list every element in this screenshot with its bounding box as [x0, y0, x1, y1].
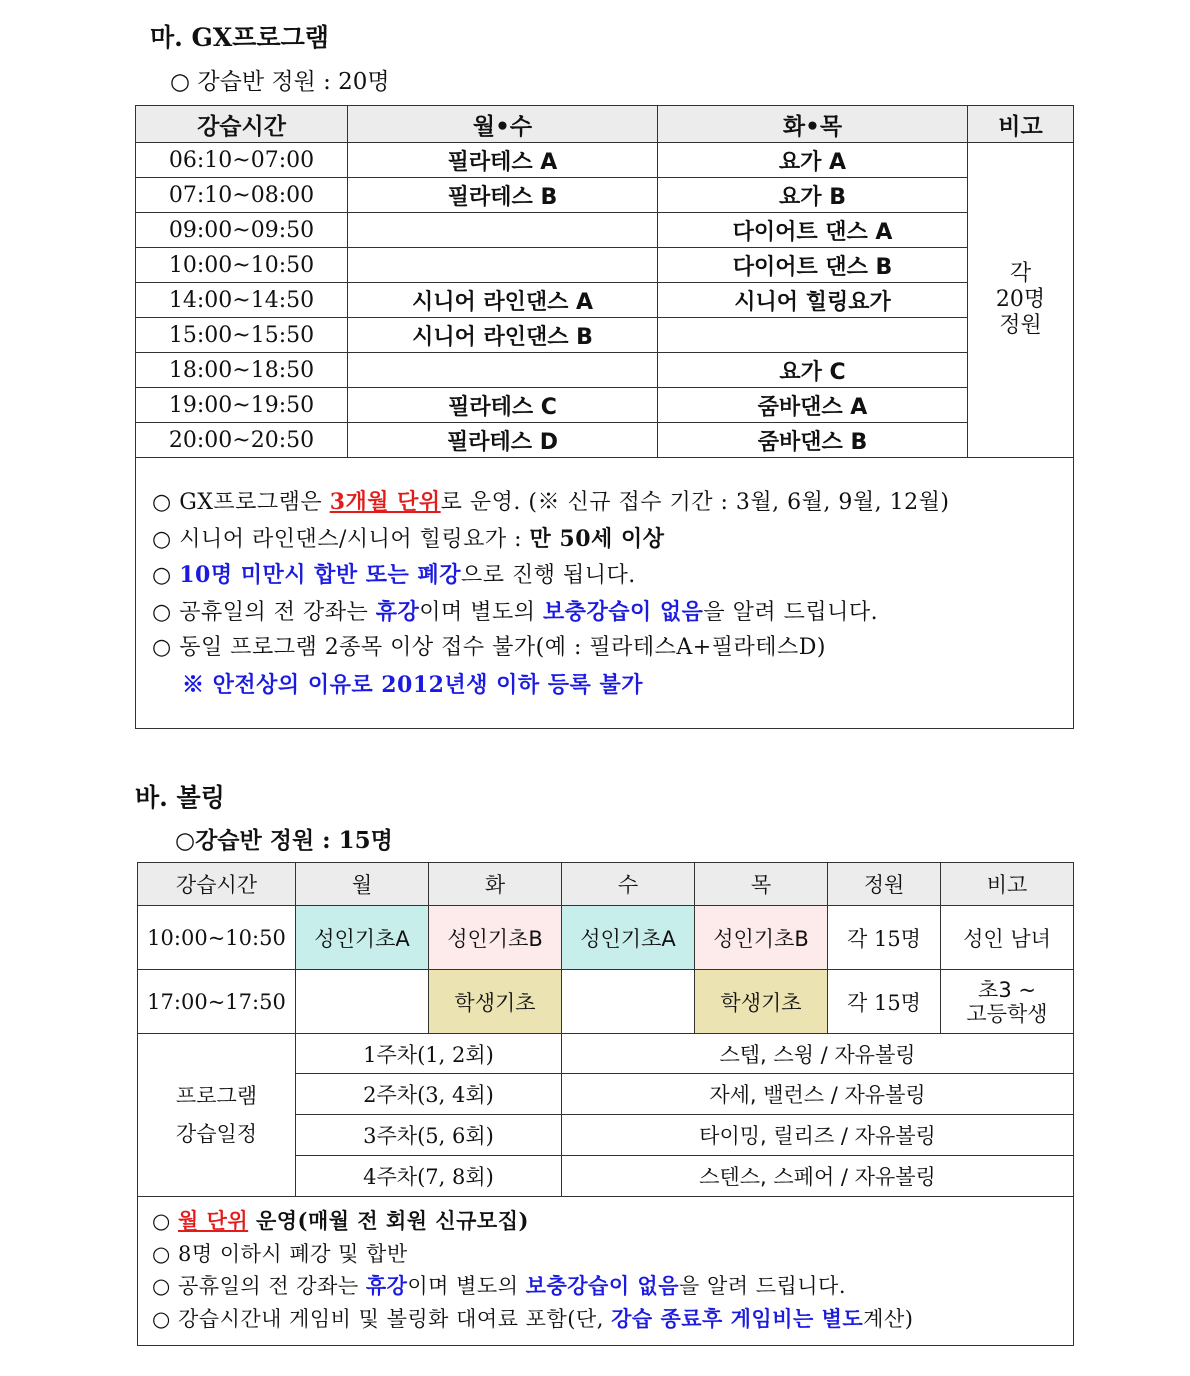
gx-remark-line: 정원 [999, 313, 1042, 338]
note-bold: 만 50세 이상 [529, 525, 665, 552]
note-text: 을 알려 드립니다. [678, 1274, 847, 1298]
bowling-week-content: 자세, 밸런스 / 자유볼링 [562, 1074, 1074, 1115]
bowling-header-tue: 화 [429, 863, 562, 906]
bowling-header-wed: 수 [562, 863, 695, 906]
gx-note [152, 594, 1073, 631]
bowling-capacity: ○강습반 정원 : 15명 [175, 827, 393, 854]
gx-mon-wed-class: 필라테스 C [348, 388, 658, 423]
gx-tue-thu-class: 요가 A [658, 143, 968, 178]
table-row [138, 1034, 1074, 1074]
table-row [136, 283, 1074, 318]
table-row [136, 388, 1074, 423]
gx-note [152, 521, 1073, 558]
gx-time: 07:10~08:00 [136, 178, 348, 213]
gx-time: 10:00~10:50 [136, 248, 348, 283]
note-text: 로 운영. (※ 신규 접수 기간 : 3월, 6월, 9월, 12월) [440, 490, 950, 515]
note-text: ○ [152, 563, 180, 588]
bowling-heading: 바. 볼링 [135, 783, 225, 812]
bowling-header-time: 강습시간 [138, 863, 296, 906]
bowling-week-content: 스텐스, 스페어 / 자유볼링 [562, 1156, 1074, 1197]
bowling-notes-row [138, 1197, 1074, 1346]
bowling-capacity-cell: 각 15명 [828, 970, 941, 1034]
gx-remark-line: 20명 [995, 287, 1046, 312]
bowling-note [152, 1205, 1073, 1238]
gx-header-tue-thu: 화•목 [658, 106, 968, 143]
gx-mon-wed-class: 필라테스 A [348, 143, 658, 178]
note-highlight-blue: 강습 종료후 게임비는 별도 [611, 1305, 864, 1331]
gx-header-row [136, 106, 1074, 143]
table-row [136, 353, 1074, 388]
bowling-week-content: 스텝, 스윙 / 자유볼링 [562, 1034, 1074, 1074]
bowling-schedule-label-line: 프로그램 [175, 1084, 258, 1108]
table-row [136, 213, 1074, 248]
note-text: 계산) [863, 1306, 914, 1331]
gx-mon-wed-class: 시니어 라인댄스 B [348, 318, 658, 353]
gx-time: 18:00~18:50 [136, 353, 348, 388]
gx-heading: 마. GX프로그램 [150, 23, 329, 52]
note-highlight-blue: 보충강습이 없음 [525, 1273, 679, 1298]
gx-tue-thu-class: 요가 C [658, 353, 968, 388]
note-highlight-red: 월 단위 [178, 1208, 249, 1233]
table-row [136, 318, 1074, 353]
note-text: ○ 강습시간내 게임비 및 볼링화 대여료 포함(단, [152, 1306, 612, 1331]
bowling-header-capacity: 정원 [828, 863, 941, 906]
bowling-class-thu: 학생기초 [695, 970, 828, 1034]
note-text: 으로 진행 됩니다. [460, 563, 636, 588]
note-highlight-blue: 10명 미만시 합반 또는 폐강 [179, 562, 461, 588]
bowling-note [152, 1270, 1073, 1303]
bowling-note: ○ 8명 이하시 폐강 및 합반 [152, 1241, 408, 1266]
bowling-header-row [138, 863, 1074, 906]
gx-tue-thu-class: 다이어트 댄스 B [658, 248, 968, 283]
gx-tue-thu-class: 시니어 힐링요가 [658, 283, 968, 318]
gx-time: 15:00~15:50 [136, 318, 348, 353]
gx-note [152, 557, 1073, 594]
bowling-schedule-label-line: 강습일정 [175, 1122, 258, 1146]
bowling-week: 3주차(5, 6회) [296, 1115, 562, 1156]
bowling-class-tue: 학생기초 [429, 970, 562, 1034]
table-row [136, 143, 1074, 178]
bowling-time: 10:00~10:50 [138, 906, 296, 970]
bowling-remark-line: 고등학생 [966, 1001, 1048, 1026]
note-highlight-blue: 휴강 [375, 598, 420, 625]
table-row [136, 423, 1074, 458]
gx-tue-thu-class: 줌바댄스 A [658, 388, 968, 423]
gx-notes-row [136, 458, 1074, 729]
gx-note: ○ 동일 프로그램 2종목 이상 접수 불가(예 : 필라테스A+필라테스D) [152, 635, 826, 660]
gx-time: 09:00~09:50 [136, 213, 348, 248]
gx-remark [968, 143, 1074, 458]
bowling-week: 1주차(1, 2회) [296, 1034, 562, 1074]
note-text: ○ GX프로그램은 [152, 490, 330, 515]
note-highlight-blue: 보충강습이 없음 [542, 598, 704, 625]
gx-mon-wed-class: 필라테스 D [348, 423, 658, 458]
gx-header-time: 강습시간 [136, 106, 348, 143]
table-row [136, 178, 1074, 213]
gx-note [152, 667, 1073, 704]
gx-remark-line: 각 [1009, 261, 1032, 286]
note-text: 이며 별도의 [419, 599, 543, 625]
bowling-class-mon: 성인기초A [296, 906, 429, 970]
note-highlight-blue: ※ 안전상의 이유로 2012년생 이하 등록 불가 [182, 671, 643, 698]
gx-tue-thu-class: 줌바댄스 B [658, 423, 968, 458]
bowling-note [152, 1303, 1073, 1336]
note-text: ○ [152, 1209, 178, 1233]
note-text: 이며 별도의 [407, 1274, 526, 1298]
note-text: 을 알려 드립니다. [703, 599, 879, 625]
bowling-week: 2주차(3, 4회) [296, 1074, 562, 1115]
bowling-class-wed: 성인기초A [562, 906, 695, 970]
note-highlight-blue: 휴강 [365, 1273, 408, 1298]
note-text: ○ 공휴일의 전 강좌는 [152, 599, 376, 625]
table-row [136, 248, 1074, 283]
bowling-schedule-table [137, 862, 1074, 1346]
bowling-class-wed [562, 970, 695, 1034]
gx-mon-wed-class: 필라테스 B [348, 178, 658, 213]
bowling-header-mon: 월 [296, 863, 429, 906]
bowling-class-tue: 성인기초B [429, 906, 562, 970]
gx-notes [136, 458, 1074, 729]
bowling-header-remark: 비고 [941, 863, 1074, 906]
gx-mon-wed-class [348, 248, 658, 283]
gx-mon-wed-class [348, 353, 658, 388]
note-text: ○ 공휴일의 전 강좌는 [152, 1274, 366, 1298]
bowling-remark-line: 초3 ~ [978, 977, 1036, 1002]
gx-capacity: ○ 강습반 정원 : 20명 [170, 69, 390, 95]
table-row [138, 970, 1074, 1034]
gx-header-mon-wed: 월•수 [348, 106, 658, 143]
gx-schedule-table [135, 105, 1074, 729]
gx-time: 14:00~14:50 [136, 283, 348, 318]
gx-tue-thu-class: 요가 B [658, 178, 968, 213]
gx-time: 06:10~07:00 [136, 143, 348, 178]
note-highlight-red: 3개월 단위 [329, 489, 441, 515]
bowling-header-thu: 목 [695, 863, 828, 906]
note-bold: 운영(매월 전 회원 신규모집) [248, 1208, 529, 1233]
bowling-remark: 성인 남녀 [941, 906, 1074, 970]
gx-tue-thu-class: 다이어트 댄스 A [658, 213, 968, 248]
gx-mon-wed-class [348, 213, 658, 248]
bowling-remark [941, 970, 1074, 1034]
table-row [138, 906, 1074, 970]
gx-time: 19:00~19:50 [136, 388, 348, 423]
bowling-class-thu: 성인기초B [695, 906, 828, 970]
bowling-time: 17:00~17:50 [138, 970, 296, 1034]
bowling-class-mon [296, 970, 429, 1034]
bowling-week-content: 타이밍, 릴리즈 / 자유볼링 [562, 1115, 1074, 1156]
note-text: ○ 시니어 라인댄스/시니어 힐링요가 : [152, 526, 530, 552]
bowling-capacity-cell: 각 15명 [828, 906, 941, 970]
bowling-week: 4주차(7, 8회) [296, 1156, 562, 1197]
gx-tue-thu-class [658, 318, 968, 353]
gx-note [152, 484, 1073, 521]
bowling-schedule-label [138, 1034, 296, 1197]
bowling-notes [138, 1197, 1074, 1346]
gx-mon-wed-class: 시니어 라인댄스 A [348, 283, 658, 318]
gx-header-remark: 비고 [968, 106, 1074, 143]
gx-time: 20:00~20:50 [136, 423, 348, 458]
